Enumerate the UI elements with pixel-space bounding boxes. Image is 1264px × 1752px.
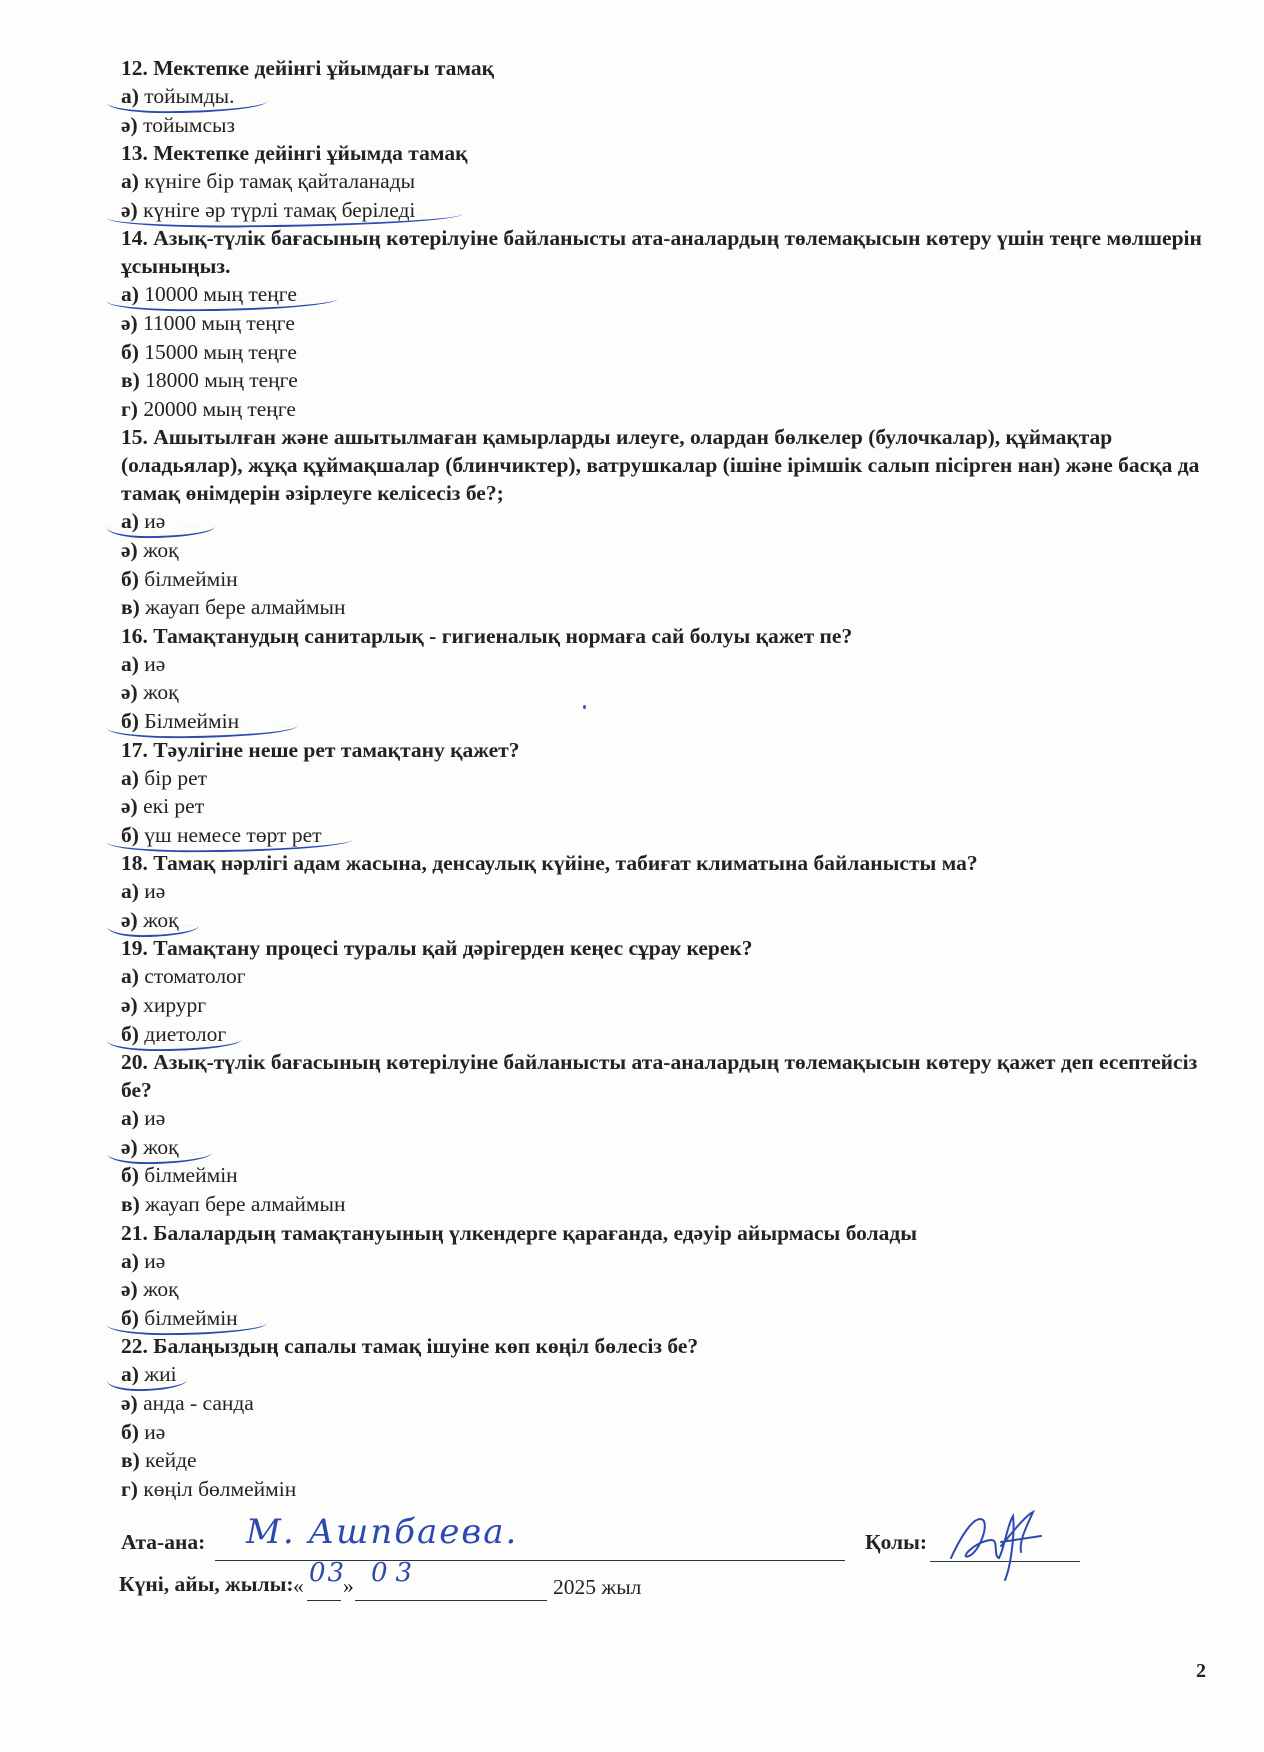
month-handwritten: 03 — [371, 1558, 421, 1588]
option-text: жоқ — [143, 1277, 179, 1302]
answer-option — [121, 650, 1221, 679]
option-letter: б) — [121, 822, 139, 847]
option-text: жоқ — [143, 537, 179, 562]
question-block — [121, 934, 1221, 1048]
option-text: білмеймін — [144, 1305, 238, 1330]
option-text: бір рет — [144, 765, 208, 790]
option-letter: а) — [121, 509, 139, 534]
answer-option — [121, 1104, 1221, 1133]
year-text: 2025 жыл — [553, 1575, 642, 1599]
option-letter: б) — [121, 1419, 139, 1444]
answer-option — [121, 1446, 1221, 1475]
question-title: 21. Балалардың тамақтануының үлкендерге қарағанда, едәуір айырмасы болады — [121, 1220, 918, 1245]
answer-option — [121, 962, 1221, 991]
answer-option — [121, 764, 1221, 793]
option-letter: ә) — [121, 993, 138, 1018]
option-letter: г) — [121, 396, 138, 421]
question-title: 18. Тамақ нәрлігі адам жасына, денсаулық күйіне, табиғат климатына байланысты ма? — [121, 851, 978, 876]
option-letter: в) — [121, 595, 140, 620]
option-letter: а) — [121, 879, 139, 904]
answer-option — [121, 167, 1221, 196]
day-handwritten: 03 — [309, 1558, 347, 1588]
answer-option — [121, 395, 1221, 424]
option-text: иә — [144, 1419, 166, 1444]
option-letter: а) — [121, 765, 139, 790]
option-letter: в) — [121, 1448, 140, 1473]
option-text: білмеймін — [144, 1163, 238, 1188]
answer-option — [121, 1389, 1221, 1418]
option-text: екі рет — [143, 794, 205, 819]
questionnaire — [121, 54, 1221, 1503]
answer-option-selected — [121, 821, 1221, 850]
option-text: иә — [144, 1248, 166, 1273]
question-title: 17. Тәулігіне неше рет тамақтану қажет? — [121, 737, 520, 762]
date-label: Күні, айы, жылы: — [119, 1572, 294, 1596]
answer-option — [121, 1275, 1221, 1304]
option-letter: ә) — [121, 1134, 138, 1159]
parent-name-handwritten: М. Ашпбаева. — [246, 1512, 519, 1552]
option-text: жоқ — [143, 680, 179, 705]
option-letter: а) — [121, 1248, 139, 1273]
option-letter: а) — [121, 964, 139, 989]
ink-speck — [583, 705, 586, 709]
answer-option — [121, 678, 1221, 707]
option-text: 20000 мың теңге — [143, 396, 296, 421]
option-text: жиі — [144, 1362, 177, 1387]
question-block — [121, 1219, 1221, 1333]
question-block — [121, 139, 1221, 224]
option-letter: г) — [121, 1476, 138, 1501]
question-block — [121, 423, 1221, 621]
answer-option — [121, 338, 1221, 367]
answer-option — [121, 1418, 1221, 1447]
signature-block — [119, 1512, 1231, 1650]
parent-label: Ата-ана: — [121, 1530, 206, 1554]
option-letter: б) — [121, 1305, 139, 1330]
option-letter: ә) — [121, 112, 138, 137]
option-letter: б) — [121, 1021, 139, 1046]
option-text: үш немесе төрт рет — [144, 822, 322, 847]
question-title: 12. Мектепке дейінгі ұйымдағы тамақ — [121, 56, 495, 80]
answer-option — [121, 536, 1221, 565]
question-title: 15. Ашытылған және ашытылмаған қамырларды илеуге, олардан бөлкелер (булочкалар), құймақтар (оладьялар), жұқа құймақшалар (блинчиктер), ватрушкалар (ішіне ірімшік салып пісірген нан) және басқа да тамақ өнімдерін әзірлеуге келісесіз бе?; — [121, 425, 1200, 506]
option-text: иә — [144, 1106, 166, 1131]
question-title: 20. Азық-түлік бағасының көтерілуіне байланысты ата-аналардың төлемақысын көтеру қажет деп есептейсіз бе? — [121, 1050, 1198, 1103]
question-block — [121, 54, 1221, 139]
option-text: иә — [144, 879, 166, 904]
option-text: иә — [144, 651, 166, 676]
option-text: 18000 мың теңге — [145, 368, 298, 393]
option-text: жоқ — [143, 1134, 179, 1159]
answer-option-selected — [121, 1020, 1221, 1049]
option-letter: ә) — [121, 537, 138, 562]
question-block — [121, 1048, 1221, 1218]
answer-option-selected — [121, 707, 1221, 736]
question-block — [121, 622, 1221, 736]
answer-option — [121, 309, 1221, 338]
answer-option — [121, 1161, 1221, 1190]
answer-option-selected — [121, 1133, 1221, 1162]
page-number: 2 — [1196, 1660, 1206, 1682]
question-block — [121, 224, 1221, 423]
question-title: 22. Балаңыздың сапалы тамақ ішуіне көп көңіл бөлесіз бе? — [121, 1334, 699, 1359]
question-block — [121, 849, 1221, 934]
answer-option — [121, 565, 1221, 594]
option-text: стоматолог — [144, 964, 246, 989]
answer-option-selected — [121, 906, 1221, 935]
option-text: жауап бере алмаймын — [145, 1192, 346, 1217]
question-title: 19. Тамақтану процесі туралы қай дәрігерден кеңес сұрау керек? — [121, 936, 753, 961]
signature-image — [941, 1506, 1061, 1586]
option-text: білмеймін — [144, 566, 238, 591]
option-text: иә — [144, 509, 166, 534]
option-letter: а) — [121, 1362, 139, 1387]
answer-option — [121, 1247, 1221, 1276]
option-letter: ә) — [121, 1277, 138, 1302]
option-text: көңіл бөлмеймін — [143, 1476, 297, 1501]
option-letter: б) — [121, 1163, 139, 1188]
answer-option-selected — [121, 507, 1221, 536]
option-text: кейде — [145, 1448, 197, 1473]
option-letter: а) — [121, 1106, 139, 1131]
answer-option-selected — [121, 82, 1221, 111]
option-text: тойымсыз — [143, 112, 235, 137]
option-letter: ә) — [121, 907, 138, 932]
option-letter: ә) — [121, 310, 138, 335]
option-letter: в) — [121, 1192, 140, 1217]
question-block — [121, 736, 1221, 850]
option-letter: б) — [121, 339, 139, 364]
answer-option-selected — [121, 1304, 1221, 1333]
option-text: тойымды. — [144, 84, 235, 108]
option-text: күніге бір тамақ қайталанады — [144, 169, 416, 194]
answer-option — [121, 1475, 1221, 1504]
option-letter: б) — [121, 708, 139, 733]
answer-option — [121, 792, 1221, 821]
option-text: күніге әр түрлі тамақ беріледі — [143, 197, 416, 222]
option-text: диетолог — [144, 1021, 227, 1046]
option-letter: ә) — [121, 1391, 138, 1415]
date-close-quote: » — [343, 1574, 354, 1598]
option-letter: а) — [121, 282, 139, 307]
date-open-quote: « — [293, 1574, 304, 1598]
option-letter: ә) — [121, 197, 138, 222]
option-letter: ә) — [121, 794, 138, 819]
answer-option — [121, 877, 1221, 906]
option-letter: а) — [121, 651, 139, 676]
question-block — [121, 1332, 1221, 1503]
question-title: 13. Мектепке дейінгі ұйымда тамақ — [121, 141, 468, 166]
signature-label: Қолы: — [865, 1530, 928, 1554]
answer-option-selected — [121, 196, 1221, 225]
answer-option — [121, 991, 1221, 1020]
option-letter: ә) — [121, 680, 138, 705]
answer-option — [121, 1190, 1221, 1219]
option-text: 11000 мың теңге — [143, 310, 295, 335]
option-letter: б) — [121, 566, 139, 591]
option-letter: а) — [121, 169, 139, 194]
answer-option — [121, 111, 1221, 140]
option-text: Білмеймін — [144, 708, 240, 733]
option-text: хирург — [143, 993, 207, 1018]
option-text: жоқ — [143, 907, 179, 932]
question-title: 14. Азық-түлік бағасының көтерілуіне байланысты ата-аналардың төлемақысын көтеру үшін теңге мөлшерін ұсыныңыз. — [121, 226, 1202, 279]
option-letter: в) — [121, 368, 140, 393]
option-text: 15000 мың теңге — [144, 339, 297, 364]
option-text: жауап бере алмаймын — [145, 595, 346, 620]
question-title: 16. Тамақтанудың санитарлық - гигиеналық нормаға сай болуы қажет пе? — [121, 623, 853, 648]
answer-option — [121, 593, 1221, 622]
answer-option — [121, 366, 1221, 395]
option-text: анда - санда — [143, 1391, 254, 1415]
option-text: 10000 мың теңге — [144, 282, 297, 307]
option-letter: а) — [121, 84, 139, 108]
answer-option-selected — [121, 280, 1221, 309]
answer-option-selected — [121, 1360, 1221, 1389]
